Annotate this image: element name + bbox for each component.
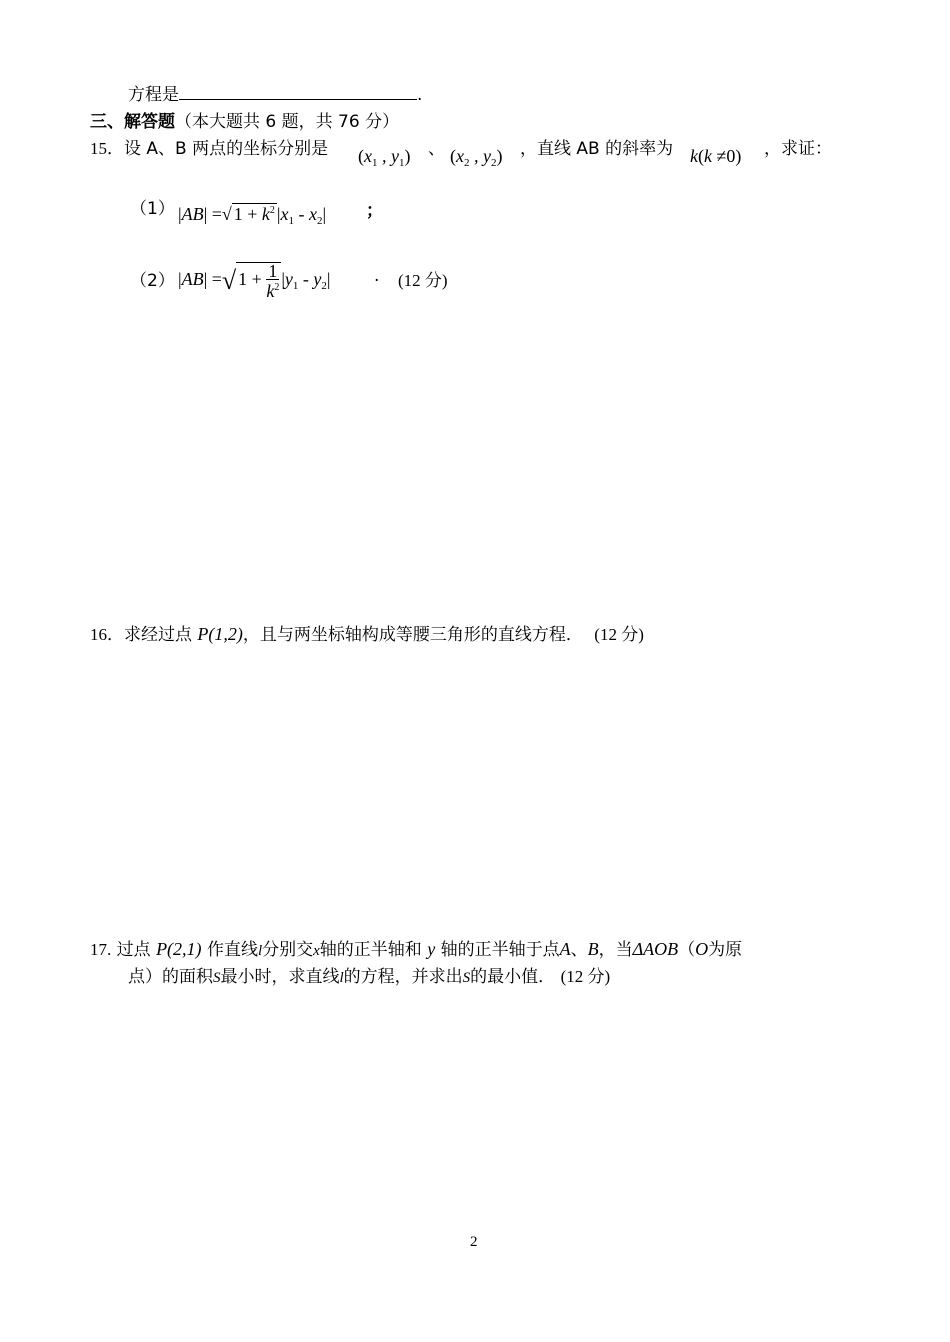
q17-x: x (313, 943, 320, 959)
q17-line-2 (128, 962, 610, 987)
q15-mid-text: ，直线 AB 的斜率为 (520, 139, 674, 159)
q15-separator: 、 (428, 139, 445, 159)
q16-line (90, 620, 644, 645)
q17-line2-a: 点）的面积 (128, 967, 213, 987)
answer-blank[interactable] (179, 85, 417, 100)
q17-origin: O (695, 939, 709, 959)
q16-text-after: ，且与两坐标轴构成等腰三角形的直线方程． (242, 625, 583, 645)
q15-point-a: ($x_1$ , $y_1$) (358, 146, 411, 169)
section-heading (90, 107, 399, 132)
q17-text-7: ，当 (598, 940, 633, 960)
q17-line-1 (90, 935, 742, 960)
q15-intro: 设 A、B 两点的坐标分别是 (124, 139, 329, 159)
q15-point-b: ($x_2$ , $y_2$) (450, 146, 503, 169)
q16-points: (12 分) (594, 625, 644, 644)
q17-line-l: l (257, 943, 263, 959)
q17-points: (12 分) (560, 967, 611, 986)
q17-number: 17. (90, 940, 112, 959)
section-note: （本大题共 6 题，共 76 分） (175, 112, 400, 132)
q15-part2-end: . (374, 266, 380, 286)
q17-point: P(2,1) (156, 939, 202, 959)
period: . (417, 85, 423, 105)
previous-question-tail (128, 80, 422, 105)
q17-text-3: 分别交 (262, 940, 314, 960)
q15-part2-label: （2） (130, 271, 175, 291)
q15-part1-formula: |AB| =√ $1 + k^2$ $|x_1 - x_2|$ (178, 204, 327, 227)
q15-number: 15． (90, 139, 124, 158)
q17-line-l-2: l (339, 970, 344, 986)
q17-triangle: ΔAOB (632, 939, 679, 959)
q15-points: (12 分) (398, 271, 448, 290)
q17-text-4: 轴的正半轴和 (319, 940, 422, 960)
q17-line2-c: 的方程，并求出 (343, 967, 463, 987)
q15-part1-end: ； (366, 201, 383, 221)
section-title: 三、解答题 (90, 112, 175, 132)
q15-slope: k(k ≠0) (690, 146, 742, 166)
q17-area-s: S (213, 970, 221, 986)
q17-text-2: 作直线 (206, 940, 258, 960)
q15-part1-label: （1） (130, 199, 175, 219)
q17-y: y (427, 939, 436, 959)
q17-text-5: 轴的正半轴于点 (440, 940, 560, 960)
q17-text-8: （ (678, 940, 696, 960)
q17-line2-d: 的最小值． (470, 967, 556, 987)
q17-area-s-2: S (462, 970, 471, 986)
q15-part2-formula: |AB| =√ 1 + $\frac{1}{k^2}$ $|y_1 - y_2|$ (178, 261, 331, 301)
q17-text-6: 、 (570, 940, 588, 960)
prefix-text: 方程是 (128, 85, 179, 105)
q16-number: 16． (90, 625, 124, 644)
q17-point-a: A (559, 939, 571, 959)
q17-text-9: 为原 (708, 940, 743, 960)
q16-text-before: 求经过点 (124, 625, 192, 645)
q17-point-b: B (587, 939, 599, 959)
q16-point: P(1,2) (197, 624, 243, 644)
page-number: 2 (470, 1234, 478, 1250)
q15-end-text: ，求证： (764, 139, 832, 159)
q17-text-1: 过点 (116, 940, 151, 960)
q17-line2-b: 最小时，求直线 (220, 967, 340, 987)
q15-stem (90, 134, 328, 159)
